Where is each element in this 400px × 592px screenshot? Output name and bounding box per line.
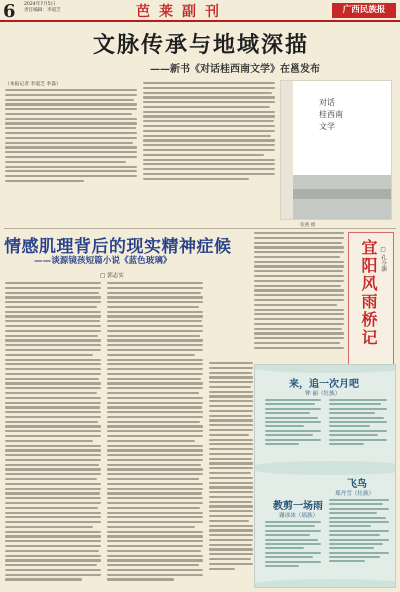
article1-subhead: ——新书《对话桂西南文学》在邕发布: [150, 64, 320, 75]
poem1-title: 来，追一次月吧: [289, 379, 359, 390]
article1-body: [5, 82, 275, 210]
poem1-text: [329, 399, 387, 445]
book-spine: [281, 81, 293, 219]
editor-credit: 责任编辑：李道芝: [24, 8, 61, 13]
poem2-author: 郑丹雪（壮族）: [335, 491, 375, 497]
section-divider: [4, 228, 396, 229]
page-header: [0, 0, 400, 22]
wave-decoration: [254, 579, 396, 588]
section-title: 芭莱副刊: [136, 4, 228, 20]
poem2-title: 飞鸟: [347, 479, 367, 490]
poem3-text: [265, 521, 321, 567]
article2-column: [5, 282, 101, 581]
article2-column: [209, 362, 253, 570]
poem3-title: 教剪一场雨: [273, 501, 323, 512]
issue-date: 2024年7月5日: [24, 2, 56, 7]
poem3-author: 谢冰冰（瑶族）: [279, 513, 319, 519]
essay-title: 宜阳风雨桥记: [359, 239, 378, 347]
wave-decoration: [254, 461, 396, 475]
article1-column: [143, 82, 275, 180]
article2-byline: □ 郭志实: [100, 273, 124, 279]
page-number: 6: [3, 1, 16, 22]
poetry-box: [254, 364, 396, 588]
article1-headline: 文脉传承与地域深描: [92, 33, 309, 58]
book-cover-seascape: [293, 175, 391, 219]
poem1-text: [265, 399, 321, 445]
article1-column: [5, 82, 137, 182]
essay-column: [254, 232, 344, 360]
article2-headline: 情感肌理背后的现实精神症候: [4, 237, 232, 257]
issue-meta: [24, 2, 61, 14]
photo-caption: 张燕 摄: [300, 223, 316, 228]
essay-byline: □ 孔令灏: [380, 247, 386, 272]
article1-lead: （本报记者 李道芝 李淼）: [5, 82, 61, 87]
article2-subhead: ——谈源镜孩短篇小说《蓝色玻璃》: [34, 256, 172, 266]
book-cover-title: 对话 桂西南 文学: [319, 98, 343, 131]
masthead-logo: 广西民族报: [332, 3, 396, 18]
book-cover-photo: [280, 80, 392, 220]
wave-decoration: [254, 364, 396, 373]
article2-column: [107, 282, 203, 581]
poem1-author: 钟 丽（壮族）: [305, 391, 341, 397]
poem2-text: [329, 499, 389, 562]
